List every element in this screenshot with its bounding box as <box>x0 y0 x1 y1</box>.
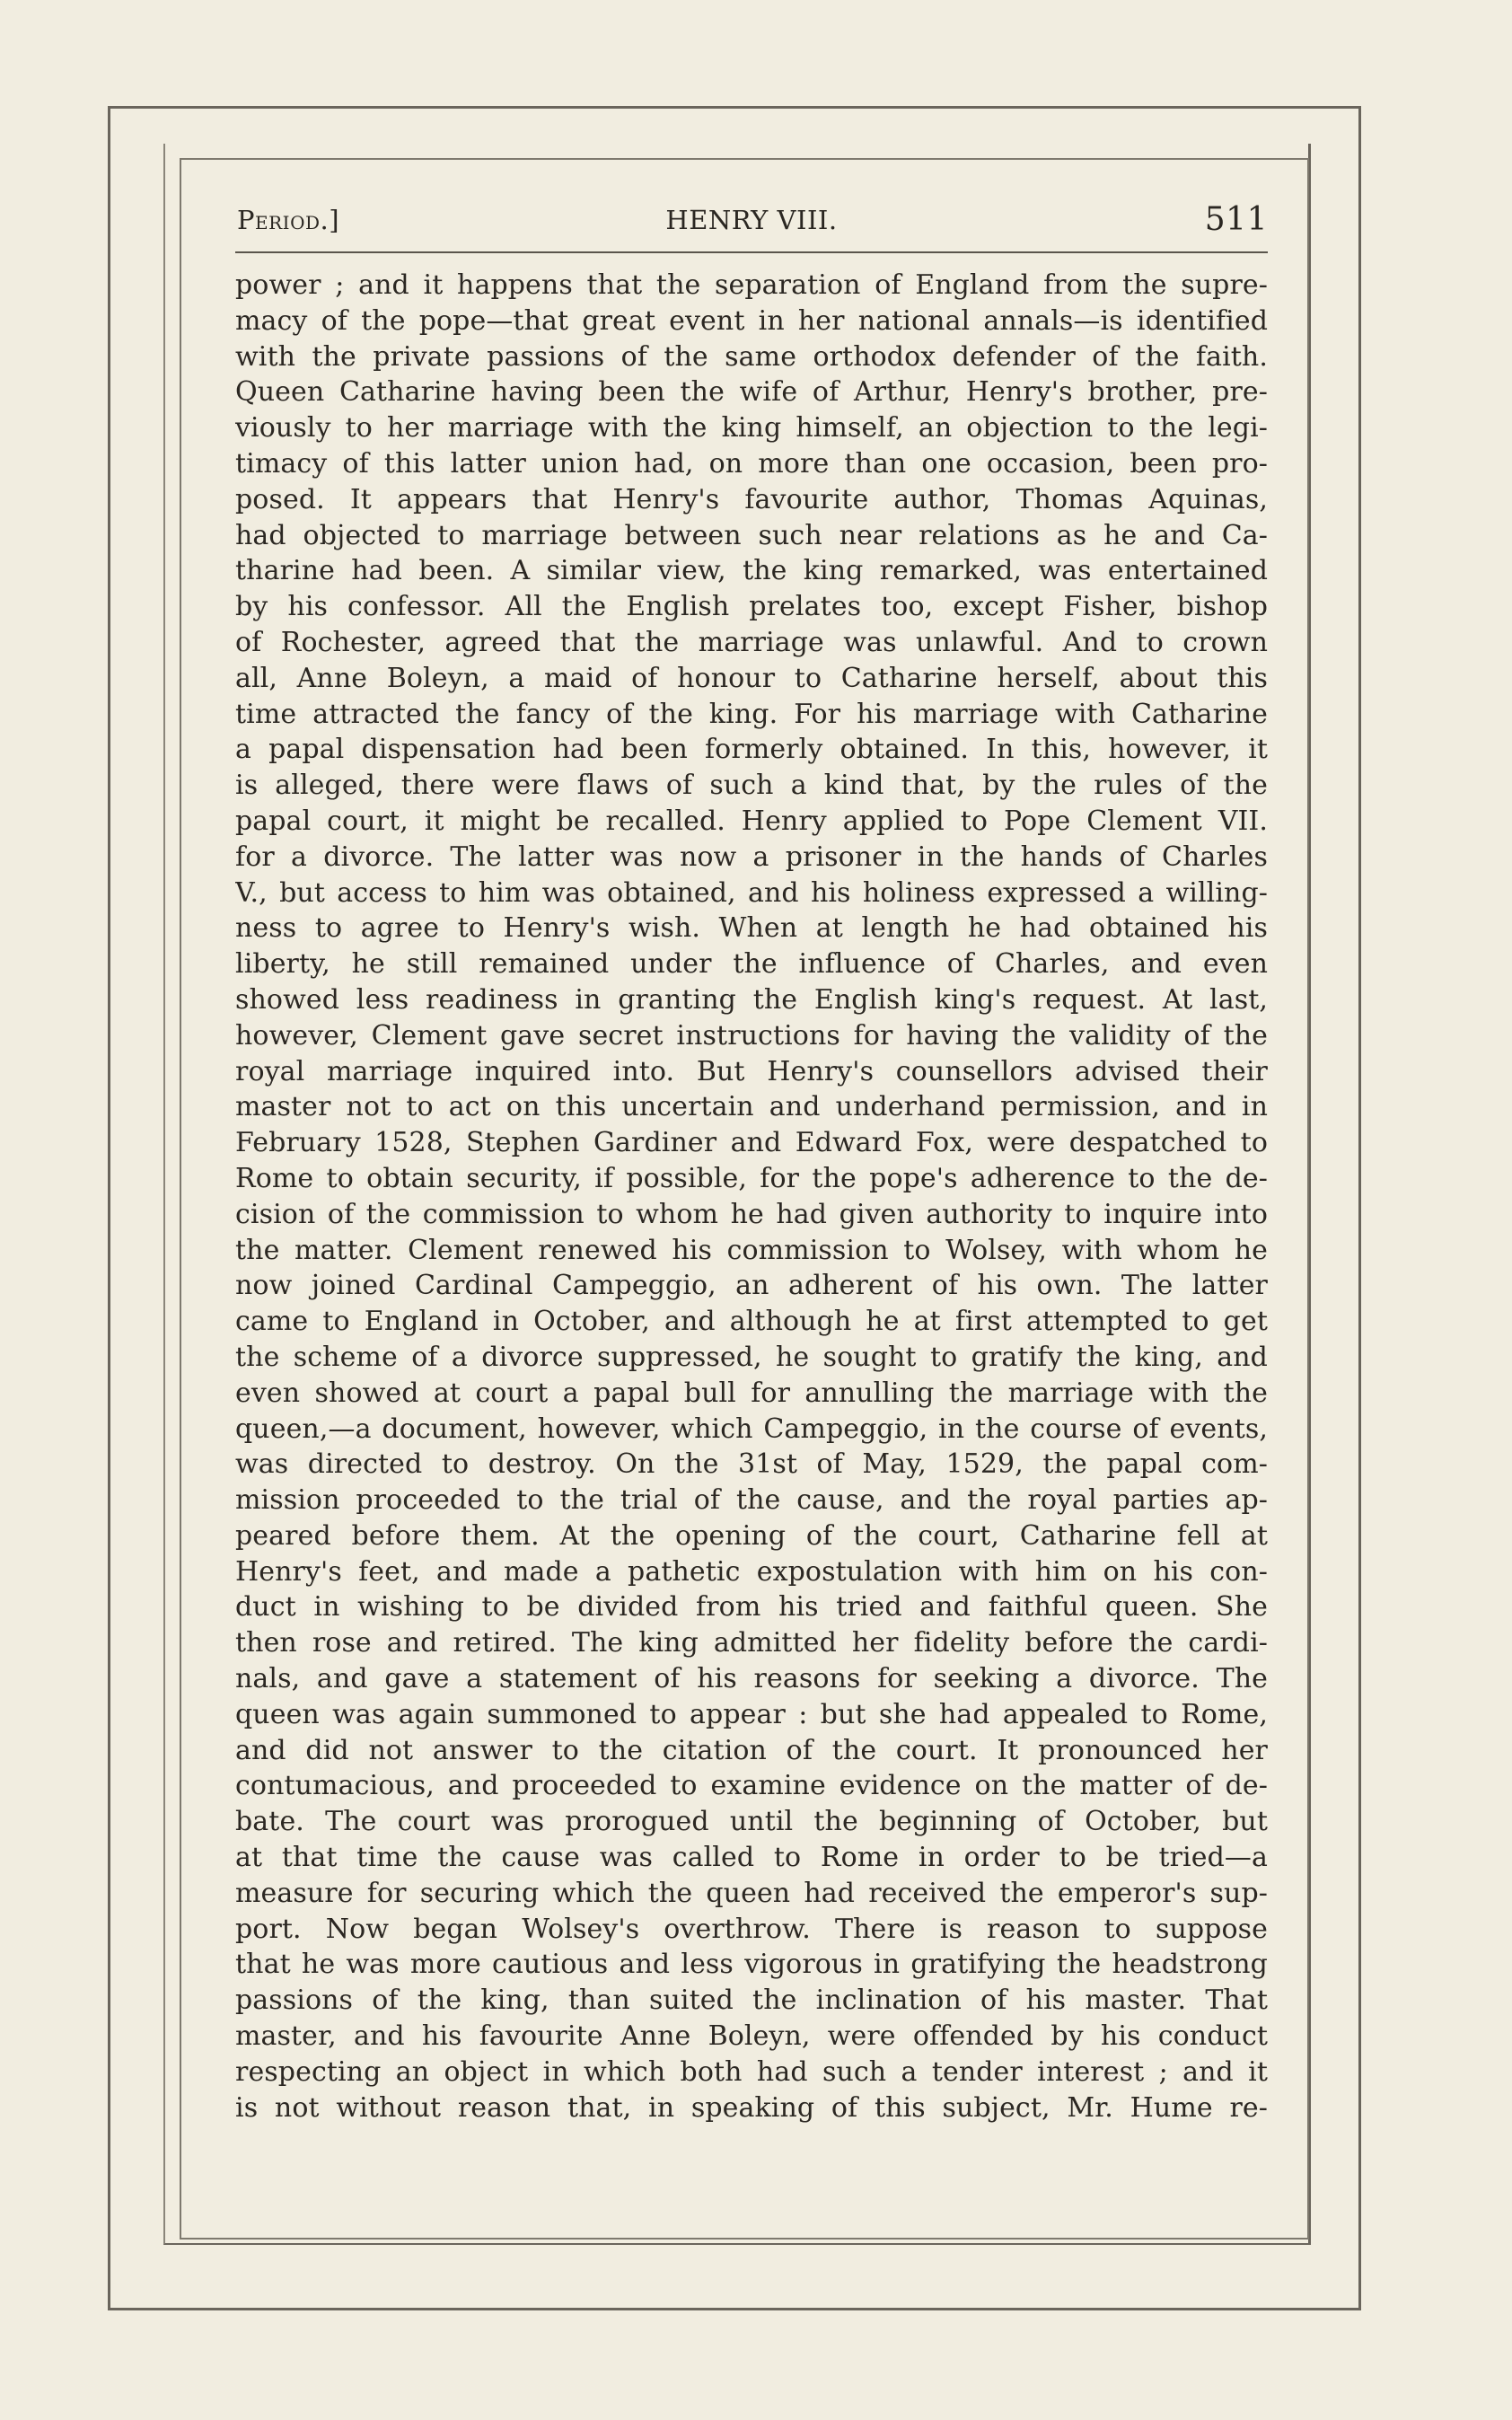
text-line: with the private passions of the same orthodox defender of the faith. <box>235 340 1268 373</box>
header-section: Period.] <box>237 205 340 235</box>
text-line: contumacious, and proceeded to examine evidence on the matter of de- <box>235 1770 1268 1802</box>
text-line: February 1528, Stephen Gardiner and Edward Fox, were despatched to <box>235 1127 1268 1159</box>
header-title: HENRY VIII. <box>665 205 838 235</box>
text-line: the matter. Clement renewed his commission to Wolsey, with whom he <box>235 1234 1268 1266</box>
running-header <box>235 199 1268 244</box>
text-line: and did not answer to the citation of the court. It pronounced her <box>235 1734 1268 1766</box>
text-line: master, and his favourite Anne Boleyn, were offended by his conduct <box>235 2020 1268 2053</box>
text-line: that he was more cautious and less vigorous in gratifying the headstrong <box>235 1949 1268 1981</box>
text-line: measure for securing which the queen had received the emperor's sup- <box>235 1877 1268 1909</box>
page-content <box>235 199 1268 2125</box>
text-line: master not to act on this uncertain and underhand permission, and in <box>235 1091 1268 1123</box>
text-line: now joined Cardinal Campeggio, an adherent of his own. The latter <box>235 1270 1268 1302</box>
text-line: came to England in October, and although he at first attempted to get <box>235 1306 1268 1338</box>
text-line: all, Anne Boleyn, a maid of honour to Catharine herself, about this <box>235 662 1268 694</box>
text-line: papal court, it might be recalled. Henry applied to Pope Clement VII. <box>235 805 1268 837</box>
text-line: by his confessor. All the English prelates too, except Fisher, bishop <box>235 591 1268 623</box>
text-line: cision of the commission to whom he had given authority to inquire into <box>235 1198 1268 1230</box>
text-line: posed. It appears that Henry's favourite author, Thomas Aquinas, <box>235 483 1268 515</box>
text-line: timacy of this latter union had, on more than one occasion, been pro- <box>235 447 1268 480</box>
page-number: 511 <box>1204 201 1268 238</box>
header-rule <box>235 251 1268 253</box>
text-line: of Rochester, agreed that the marriage was unlawful. And to crown <box>235 626 1268 658</box>
text-line: was directed to destroy. On the 31st of May, 1529, the papal com- <box>235 1448 1268 1481</box>
text-line: port. Now began Wolsey's overthrow. There is reason to suppose <box>235 1913 1268 1945</box>
text-line: tharine had been. A similar view, the king remarked, was entertained <box>235 555 1268 587</box>
text-line: peared before them. At the opening of the court, Catharine fell at <box>235 1519 1268 1552</box>
text-line: Rome to obtain security, if possible, for the pope's adherence to the de- <box>235 1162 1268 1194</box>
text-line: Queen Catharine having been the wife of Arthur, Henry's brother, pre- <box>235 376 1268 409</box>
text-line: queen,—a document, however, which Campeggio, in the course of events, <box>235 1412 1268 1445</box>
text-line: then rose and retired. The king admitted her fidelity before the cardi- <box>235 1627 1268 1659</box>
text-line: is not without reason that, in speaking of this subject, Mr. Hume re- <box>235 2091 1268 2124</box>
text-line: duct in wishing to be divided from his tried and faithful queen. She <box>235 1591 1268 1624</box>
text-line: Henry's feet, and made a pathetic expostulation with him on his con- <box>235 1555 1268 1588</box>
text-line: ness to agree to Henry's wish. When at length he had obtained his <box>235 912 1268 945</box>
text-line: macy of the pope—that great event in her national annals—is identified <box>235 304 1268 337</box>
body-text <box>235 268 1268 2125</box>
text-line: at that time the cause was called to Rome in order to be tried—a <box>235 1842 1268 1874</box>
text-line: royal marriage inquired into. But Henry's counsellors advised their <box>235 1055 1268 1087</box>
text-line: however, Clement gave secret instructions for having the validity of the <box>235 1019 1268 1052</box>
text-line: viously to her marriage with the king himself, an objection to the legi- <box>235 412 1268 444</box>
text-line: passions of the king, than suited the inclination of his master. That <box>235 1984 1268 2017</box>
text-line: time attracted the fancy of the king. For his marriage with Catharine <box>235 698 1268 730</box>
text-line: a papal dispensation had been formerly obtained. In this, however, it <box>235 734 1268 766</box>
text-line: respecting an object in which both had such a tender interest ; and it <box>235 2055 1268 2088</box>
text-line: for a divorce. The latter was now a prisoner in the hands of Charles <box>235 840 1268 873</box>
text-line: queen was again summoned to appear : but she had appealed to Rome, <box>235 1698 1268 1730</box>
text-line: liberty, he still remained under the influence of Charles, and even <box>235 948 1268 981</box>
text-line: power ; and it happens that the separation of England from the supre- <box>235 269 1268 301</box>
text-line: showed less readiness in granting the English king's request. At last, <box>235 983 1268 1016</box>
text-line: the scheme of a divorce suppressed, he sought to gratify the king, and <box>235 1341 1268 1373</box>
text-line: nals, and gave a statement of his reasons for seeking a divorce. The <box>235 1663 1268 1695</box>
text-line: mission proceeded to the trial of the cause, and the royal parties ap- <box>235 1484 1268 1517</box>
text-line: V., but access to him was obtained, and his holiness expressed a willing- <box>235 876 1268 909</box>
text-line: bate. The court was prorogued until the beginning of October, but <box>235 1806 1268 1838</box>
text-line: even showed at court a papal bull for annulling the marriage with the <box>235 1377 1268 1409</box>
text-line: is alleged, there were flaws of such a kind that, by the rules of the <box>235 770 1268 802</box>
text-line: had objected to marriage between such near relations as he and Ca- <box>235 519 1268 551</box>
